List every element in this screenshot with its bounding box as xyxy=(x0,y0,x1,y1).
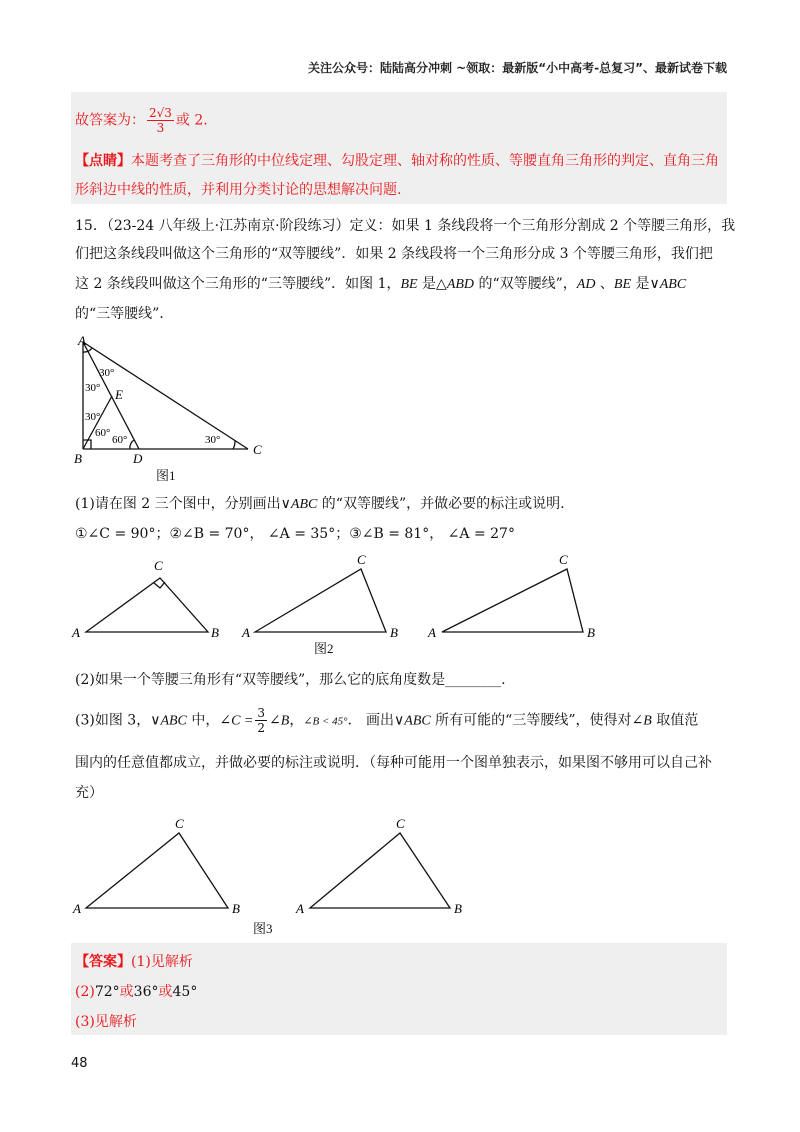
fig3-t2-label-c: C xyxy=(396,816,405,831)
question-2: (2)如果一个等腰三角形有“双等腰线”，那么它的底角度数是________. xyxy=(75,672,506,688)
question-3-angle-b: ∠B xyxy=(269,713,290,729)
answer-2-value-3: 45° xyxy=(172,984,198,1000)
problem-line-3-text-b: 是 xyxy=(417,276,437,292)
fraction-numerator: 2√3 xyxy=(149,106,172,120)
page-header: 关注公众号：陆陆高分冲刺 ~领取：最新版“小中高考-总复习”、最新试卷下载 xyxy=(308,61,727,75)
fig1-angle-arc-c xyxy=(233,441,235,449)
answer-2-prefix: (2) xyxy=(75,984,95,1000)
fig2-triangle-2 xyxy=(255,569,386,632)
question-1-line-1 xyxy=(75,494,565,515)
segment-be: BE xyxy=(400,277,418,292)
problem-line-3-text-a: 这 2 条线段叫做这个三角形的“三等腰线”．如图 1， xyxy=(75,276,401,292)
fig1-angle-3: 30° xyxy=(85,411,101,423)
question-1-triangle: ∨ABC xyxy=(280,497,318,512)
answer-2-or-1: 或 xyxy=(119,984,134,1000)
fig3-triangle-2 xyxy=(310,833,450,908)
fig3-t1-label-b: B xyxy=(232,901,240,916)
answer-line-1 xyxy=(75,952,193,972)
problem-line-1: 15．（23-24 八年级上·江苏南京·阶段练习）定义：如果 1 条线段将一个三角形分割成 2 个等腰三角形，我 xyxy=(75,218,736,234)
answer-tag: 【答案】 xyxy=(75,954,131,970)
figure-2 xyxy=(70,552,610,662)
comment-tag: 【点睛】 xyxy=(75,153,131,169)
fig1-label-e: E xyxy=(115,387,123,402)
fig3-t1-label-a: A xyxy=(73,901,81,916)
fig3-triangle-1 xyxy=(86,833,228,908)
answer-1: (1)见解析 xyxy=(131,954,193,970)
question-3-text-f: 取值范 xyxy=(651,712,699,729)
question-3-text-b: 中， xyxy=(186,712,220,729)
question-3-text-e: 所有可能的“三等腰线”，使得对 xyxy=(430,712,632,729)
fig1-angle-6: 30° xyxy=(205,434,221,446)
question-3-text-c: ， xyxy=(289,712,304,729)
figure-2-caption: 图2 xyxy=(314,641,334,656)
question-1-text-a: (1)请在图 2 三个图中，分别画出 xyxy=(75,496,281,512)
question-3-line-2: 围内的任意值都成立，并做必要的标注或说明．（每种可能用一个图单独表示，如果图不够用可以自己补 xyxy=(75,755,712,771)
fig2-t1-label-c: C xyxy=(154,558,163,573)
previous-answer-line xyxy=(75,106,208,135)
fig1-label-d: D xyxy=(133,451,143,466)
answer-line-3: (3)见解析 xyxy=(75,1014,137,1030)
previous-answer-suffix: 或 2. xyxy=(175,112,208,129)
question-3-angle-c: ∠C = xyxy=(219,713,254,729)
fraction-denominator: 3 xyxy=(156,121,165,135)
triangle-abd: △ABD xyxy=(436,277,475,292)
comment-line-2: 形斜边中线的性质，并利用分类讨论的思想解决问题. xyxy=(75,182,402,198)
fig2-t3-label-c: C xyxy=(559,552,568,567)
fig2-triangle-1 xyxy=(86,578,208,632)
fraction-numerator: 3 xyxy=(257,706,266,720)
fig1-label-b: B xyxy=(74,451,82,466)
figure-1-caption: 图1 xyxy=(156,468,176,483)
fig3-t1-label-c: C xyxy=(175,816,184,831)
fig1-angle-4: 60° xyxy=(95,427,111,439)
problem-line-3-text-c: 的“双等腰线”， xyxy=(474,276,577,292)
page-number: 48 xyxy=(71,1056,88,1071)
answer-2-value-1: 72° xyxy=(94,984,120,1000)
fig2-t1-label-b: B xyxy=(211,625,219,640)
fig1-label-a: A xyxy=(78,333,86,348)
question-1-text-b: 的“双等腰线”，并做必要的标注或说明. xyxy=(317,496,565,512)
fig1-angle-5: 60° xyxy=(112,434,128,446)
fig2-triangle-3 xyxy=(442,569,583,632)
answer-2-or-2: 或 xyxy=(158,984,173,1000)
fig2-t2-label-a: A xyxy=(242,625,250,640)
fig2-t3-label-a: A xyxy=(428,625,436,640)
fig2-right-angle-mark xyxy=(154,582,165,588)
figure-3-caption: 图3 xyxy=(253,921,273,936)
question-3-fraction xyxy=(255,706,267,735)
answer-line-2 xyxy=(75,982,197,1002)
comment-line-1 xyxy=(75,151,719,171)
answer-2-value-2: 36° xyxy=(133,984,159,1000)
question-3-condition: ∠B < 45° xyxy=(303,715,348,728)
question-3-line-3: 充） xyxy=(75,785,103,801)
previous-answer-prefix: 故答案为： xyxy=(75,112,145,129)
question-3-triangle-2: ∨ABC xyxy=(394,713,431,729)
comment-text-1: 本题考查了三角形的中位线定理、勾股定理、轴对称的性质、等腰直角三角形的判定、直角三角 xyxy=(131,153,719,169)
fig2-t2-label-b: B xyxy=(390,625,398,640)
figure-1 xyxy=(70,332,270,482)
fig1-angle-arc-d xyxy=(130,440,134,449)
triangle-abc: ∨ABC xyxy=(649,277,687,292)
question-3-triangle: ∨ABC xyxy=(150,713,187,729)
figure-3 xyxy=(70,812,470,922)
fig1-angle-2: 30° xyxy=(85,382,101,394)
question-3-angle-b-2: ∠B xyxy=(631,713,652,729)
previous-answer-fraction xyxy=(147,106,174,135)
segment-be-2: BE xyxy=(613,277,632,292)
problem-line-3-text-d: 、 xyxy=(595,276,614,292)
segment-ad: AD xyxy=(576,277,596,292)
question-3-text-a: (3)如图 3， xyxy=(75,712,151,729)
fig2-t1-label-a: A xyxy=(72,625,80,640)
question-3-line-1 xyxy=(75,706,698,735)
question-1-line-2: ①∠C = 90°；②∠B = 70°， ∠A = 35°；③∠B = 81°， ∠A = 27° xyxy=(75,526,515,542)
question-3-text-d: ． 画出 xyxy=(347,712,395,729)
fig1-angle-1: 30° xyxy=(99,367,115,379)
problem-line-2: 们把这条线段叫做这个三角形的“双等腰线”．如果 2 条线段将一个三角形分成 3 个等腰三角形，我们把 xyxy=(75,246,713,262)
fig1-label-c: C xyxy=(253,442,262,457)
problem-line-3 xyxy=(75,274,686,295)
fig2-t2-label-c: C xyxy=(357,552,366,567)
fraction-denominator: 2 xyxy=(257,721,266,735)
problem-line-4: 的“三等腰线”． xyxy=(75,306,174,322)
problem-line-3-text-e: 是 xyxy=(631,276,650,292)
fig3-t2-label-a: A xyxy=(296,901,304,916)
fig3-t2-label-b: B xyxy=(454,901,462,916)
fig2-t3-label-b: B xyxy=(587,625,595,640)
